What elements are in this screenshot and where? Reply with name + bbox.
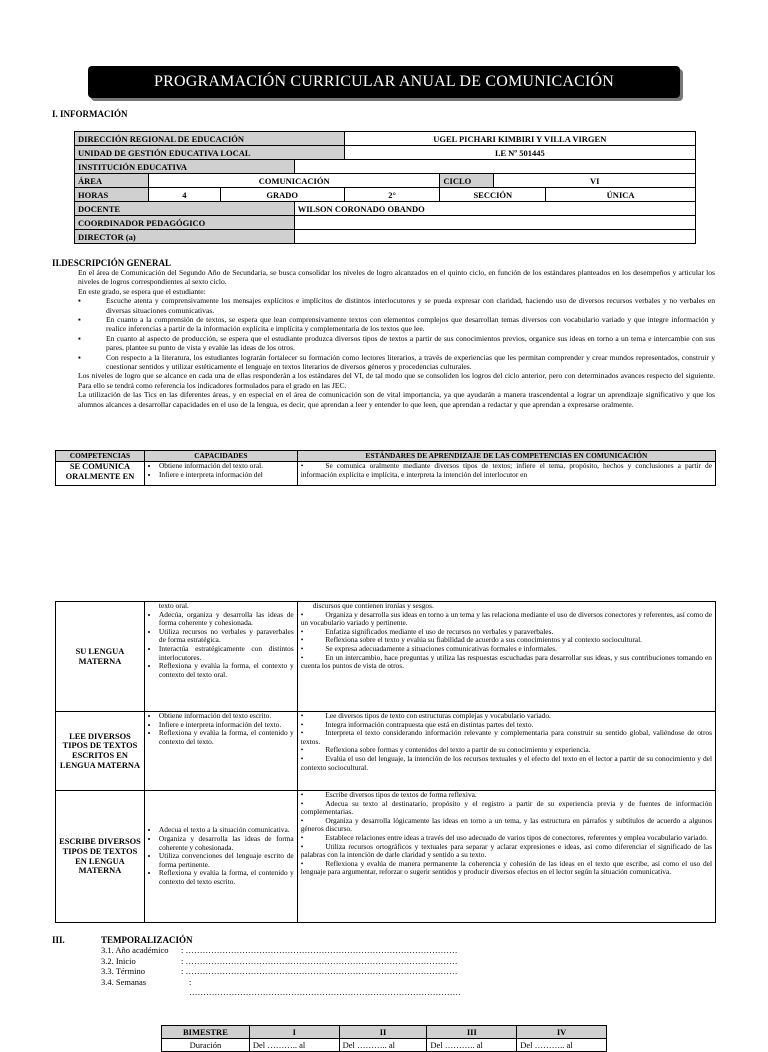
section-2-heading: II.DESCRIPCIÓN GENERAL bbox=[52, 258, 172, 268]
duracion-label: Duración bbox=[162, 1039, 250, 1052]
competency-name: SU LENGUA MATERNA bbox=[56, 602, 145, 712]
desc-paragraph: En este grado, se espera que el estudiante: bbox=[78, 286, 206, 296]
desc-paragraph: La utilización de las Tics en las diferentes áreas, y en especial en el área de comunicación son de vital importancia, ya que ayudarán a manera trascendental a lograr un aprendizaje significativo y que los alumnos alcances a desarrollar capacidades en el uso de la lengua, es decir, que aprendan a leer y entender lo que leen, que aprendan a redactar y que aprendan a expresarse oralmente. bbox=[78, 390, 715, 409]
section-3-number: III. bbox=[52, 935, 65, 945]
competencies-table-bottom bbox=[55, 601, 716, 923]
grado-value: 2° bbox=[344, 188, 440, 202]
header-competencias: COMPETENCIAS bbox=[56, 451, 145, 462]
capacity-item: • Obtiene información del texto escrito. bbox=[159, 712, 294, 721]
standard-item: • Adecua su texto al destinatario, propósito y el registro a partir de su experiencia previa y de fuentes de información complementarias. bbox=[301, 800, 712, 817]
dotted-line: : …………………………………………………………………………………… bbox=[189, 976, 461, 998]
capacity-item: • Organiza y desarrolla las ideas de forma coherente y cohesionada. bbox=[159, 835, 294, 852]
capacities-cell bbox=[144, 602, 297, 712]
temporalization-item: 3.2. Inicio bbox=[101, 955, 136, 966]
area-label: ÁREA bbox=[75, 174, 149, 188]
area-value: COMUNICACIÓN bbox=[148, 174, 439, 188]
standard-item: • Evalúa el uso del lenguaje, la intención de los recursos textuales y el efecto del texto en el lector a partir de su conocimiento y del contexto sociocultural. bbox=[301, 755, 712, 772]
standards-cell bbox=[297, 791, 715, 923]
capacities-cell bbox=[144, 791, 297, 923]
ie-value bbox=[294, 160, 695, 174]
standard-item: • Reflexiona y evalúa de manera permanente la coherencia y cohesión de las ideas en el texto que escribe, así como el uso del lenguaje para argumentar, reforzar o sugerir sentidos y producir diversos efectos en el lector según la situación comunicativa. bbox=[301, 860, 712, 877]
bimester-iv-header: IV bbox=[517, 1026, 607, 1039]
temporalization-list bbox=[101, 945, 461, 998]
capacity-item: • Infiere e interpreta información del bbox=[159, 471, 294, 480]
dotted-line: : …………………………………………………………………………………… bbox=[181, 955, 458, 966]
standard-item: • Se expresa adecuadamente a situaciones comunicativas formales e informales. bbox=[301, 645, 712, 654]
standard-item: • Enfatiza significados mediante el uso de recursos no verbales y paraverbales. bbox=[301, 628, 712, 637]
capacity-item: • Adecúa, organiza y desarrolla las ideas de forma coherente y cohesionada. bbox=[159, 611, 294, 628]
competency-name: SE COMUNICA ORALMENTE EN bbox=[56, 462, 145, 486]
desc-bullet: ▪ En cuanto a la comprensión de textos, se espera que lean comprensivamente textos con elementos complejos que desarrollan temas diversos con vocabulario variado y que integre información y realice inferencias a partir de la información explícita e implícita y complementaria de los textos que lee. bbox=[78, 315, 715, 334]
desc-bullet: ▪ Con respecto a la literatura, los estudiantes lograrán fortalecer su formación como lectores literarios, a través de experiencias que les permitan comprender y crear mundos representados, construir y cuestionar sentidos y utilizar estéticamente el lenguaje en textos literarios de diversos géneros y procedencias culturales. bbox=[78, 353, 715, 372]
standard-item: • Reflexiona sobre el texto y evalúa su fiabilidad de acuerdo a sus conocimientos y al contexto sociocultural. bbox=[301, 636, 712, 645]
dre-label: DIRECCIÓN REGIONAL DE EDUCACIÓN bbox=[75, 132, 345, 146]
capacity-continuation: texto oral. bbox=[158, 601, 189, 610]
standard-item: • Escribe diversos tipos de textos de forma reflexiva. bbox=[301, 791, 712, 800]
capacity-item: • Utiliza recursos no verbales y paraverbales de forma estratégica. bbox=[159, 628, 294, 645]
duracion-cell: Del ……….. al bbox=[427, 1039, 517, 1052]
capacity-item: • Utiliza convenciones del lenguaje escrito de forma pertinente. bbox=[159, 852, 294, 869]
temporalization-item: 3.1. Año académico bbox=[101, 945, 169, 955]
dre-value: UGEL PICHARI KIMBIRI Y VILLA VIRGEN bbox=[344, 132, 695, 146]
capacity-item: • Obtiene información del texto oral. bbox=[159, 462, 294, 471]
competency-name: LEE DIVERSOS TIPOS DE TEXTOS ESCRITOS EN LENGUA MATERNA bbox=[56, 712, 145, 791]
capacities-cell bbox=[144, 712, 297, 791]
horas-value: 4 bbox=[148, 188, 220, 202]
desc-bullet: ▪ Escuche atenta y comprensivamente los mensajes explícitos e implícitos de distintos interlocutores y se pueda expresar con claridad, haciendo uso de diversos recursos verbales y no verbales en diversas situaciones comunicativas. bbox=[78, 296, 715, 315]
standards-cell bbox=[297, 602, 715, 712]
competencies-table-top bbox=[55, 450, 716, 486]
desc-bullet: ▪ En cuanto al aspecto de producción, se espera que el estudiante produzca diversos tipos de textos a partir de sus conocimientos previos, organice sus ideas en torno a un tema e intercambie con sus pares, plantee su punto de vista y evalúe las ideas de los otros. bbox=[78, 334, 715, 353]
desc-paragraph: En el área de Comunicación del Segundo Año de Secundaria, se busca consolidar los niveles de logro alcanzados en el quinto ciclo, en función de los estándares planteados en los desempeños y articular los niveles de logros correspondientes al sexto ciclo. bbox=[78, 268, 715, 287]
bimester-table bbox=[161, 1025, 607, 1052]
desc-paragraph: Los niveles de logro que se alcance en cada una de ellas responderán a los estándares del VI, de tal modo que se consoliden los logros del ciclo anterior, pero con determinados avances respecto del siguiente. Para ello se tendrá como referencia los indicadores formulados para el grado en las JEC. bbox=[78, 371, 715, 390]
bimester-ii-header: II bbox=[339, 1026, 427, 1039]
standards-cell bbox=[297, 712, 715, 791]
standard-item: • Organiza y desarrolla lógicamente las ideas en torno a un tema, y las estructura en párrafos y subtítulos de acuerdo a algunos géneros discurso. bbox=[301, 817, 712, 834]
capacity-item: • Infiere e interpreta información del texto. bbox=[159, 721, 294, 730]
grado-label: GRADO bbox=[220, 188, 344, 202]
standard-item: • Interpreta el texto considerando información relevante y complementaria para construir su sentido global, valiéndose de otros textos. bbox=[301, 729, 712, 746]
dotted-line: : …………………………………………………………………………………… bbox=[181, 966, 458, 977]
standard-item: • Lee diversos tipos de texto con estructuras complejas y vocabulario variado. bbox=[301, 712, 712, 721]
horas-label: HORAS bbox=[75, 188, 149, 202]
standard-item: • Se comunica oralmente mediante diversos tipos de textos; infiere el tema, propósito, hechos y conclusiones a partir de información explícita e implícita, e interpreta la intención del interlocutor en bbox=[301, 462, 712, 479]
temporalization-item: 3.4. Semanas bbox=[101, 976, 147, 987]
page-title: PROGRAMACIÓN CURRICULAR ANUAL DE COMUNICACIÓN bbox=[88, 66, 680, 98]
capacity-item: • Reflexiona y evalúa la forma, el contexto y contexto del texto oral. bbox=[159, 662, 294, 679]
standard-item: • En un intercambio, hace preguntas y utiliza las respuestas escuchadas para desarrollar sus ideas, y sus contribuciones tomando en cuenta los puntos de vista de otros. bbox=[301, 654, 712, 671]
standard-item: • Organiza y desarrolla sus ideas en torno a un tema y las relaciona mediante el uso de diversos conectores y referentes, así como de un vocabulario variado y pertinente. bbox=[301, 611, 712, 628]
section-3-heading: TEMPORALIZACIÓN bbox=[101, 935, 193, 945]
capacity-item: • Interactúa estratégicamente con distintos interlocutores. bbox=[159, 645, 294, 662]
temporalization-item: 3.3. Término bbox=[101, 966, 145, 977]
docente-value: WILSON CORONADO OBANDO bbox=[294, 202, 695, 216]
standard-item: • Utiliza recursos ortográficos y textuales para separar y aclarar expresiones e ideas, así como diferenciar el significado de las palabras con la intención de darle claridad y sentido a su texto. bbox=[301, 843, 712, 860]
section-1-heading: I. INFORMACIÓN bbox=[52, 109, 128, 119]
capacities-cell bbox=[144, 462, 297, 486]
capacity-item: • Reflexiona y evalúa la forma, el contenido y contexto del texto. bbox=[159, 729, 294, 746]
header-estandares: ESTÁNDARES DE APRENDIZAJE DE LAS COMPETENCIAS EN COMUNICACIÓN bbox=[297, 451, 715, 462]
header-capacidades: CAPACIDADES bbox=[144, 451, 297, 462]
seccion-value: ÚNICA bbox=[546, 188, 696, 202]
ugel-label: UNIDAD DE GESTIÓN EDUCATIVA LOCAL bbox=[75, 146, 345, 160]
capacity-item: • Reflexiona y evalúa la forma, el contenido y contexto del texto escrito. bbox=[159, 869, 294, 886]
ciclo-label: CICLO bbox=[440, 174, 494, 188]
competency-name: ESCRIBE DIVERSOS TIPOS DE TEXTOS EN LENGUA MATERNA bbox=[56, 791, 145, 923]
ugel-value: I.E Nº 501445 bbox=[344, 146, 695, 160]
seccion-label: SECCIÓN bbox=[440, 188, 546, 202]
ie-label: INSTITUCIÓN EDUCATIVA bbox=[75, 160, 295, 174]
bimester-i-header: I bbox=[249, 1026, 339, 1039]
duracion-cell: Del ……….. al bbox=[339, 1039, 427, 1052]
bimester-iii-header: III bbox=[427, 1026, 517, 1039]
info-table bbox=[74, 131, 696, 244]
standard-item: • Establece relaciones entre ideas a través del uso adecuado de varios tipos de conectores, referentes y emplea vocabulario variado. bbox=[301, 834, 712, 843]
coordinador-label: COORDINADOR PEDAGÓGICO bbox=[75, 216, 295, 230]
docente-label: DOCENTE bbox=[75, 202, 295, 216]
capacity-item: • Adecua el texto a la situación comunicativa. bbox=[159, 826, 294, 835]
duracion-cell: Del ……….. al bbox=[517, 1039, 607, 1052]
dotted-line: : …………………………………………………………………………………… bbox=[181, 945, 458, 955]
standards-cell bbox=[297, 462, 715, 486]
standard-item: • Integra información contrapuesta que está en distintas partes del texto. bbox=[301, 721, 712, 730]
standard-continuation: discursos que contienen ironías y sesgos. bbox=[312, 601, 434, 610]
coordinador-value bbox=[294, 216, 695, 230]
bimestre-header: BIMESTRE bbox=[162, 1026, 250, 1039]
director-value bbox=[294, 230, 695, 244]
standard-item: • Reflexiona sobre formas y contenidos del texto a partir de su conocimiento y experiencia. bbox=[301, 746, 712, 755]
director-label: DIRECTOR (a) bbox=[75, 230, 295, 244]
general-description bbox=[78, 268, 715, 409]
duracion-cell: Del ……….. al bbox=[249, 1039, 339, 1052]
ciclo-value: VI bbox=[494, 174, 696, 188]
